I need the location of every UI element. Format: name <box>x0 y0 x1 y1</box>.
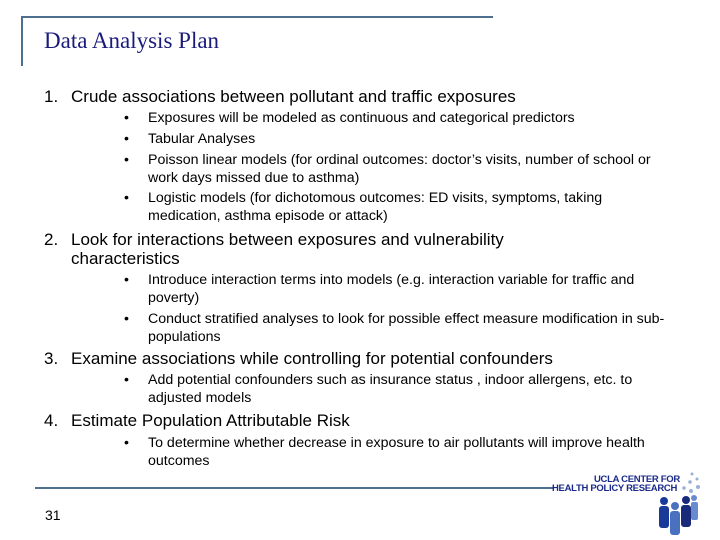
section-number: 2. <box>44 230 59 249</box>
bullet-item <box>124 152 678 187</box>
ucla-logo <box>552 470 720 540</box>
bullet-item <box>124 435 678 470</box>
bullet-icon: • <box>124 311 129 327</box>
slide-title: Data Analysis Plan <box>44 28 220 53</box>
bullet-text: Poisson linear models (for ordinal outcomes: doctor’s visits, number of school or work days missed due to asthma) <box>148 152 651 186</box>
logo-line-2: HEALTH POLICY RESEARCH <box>552 483 678 494</box>
bullet-text: Exposures will be modeled as continuous and categorical predictors <box>148 110 575 126</box>
section-text: Crude associations between pollutant and traffic exposures <box>71 87 516 106</box>
bullet-item <box>124 372 678 407</box>
bullet-item <box>124 190 678 225</box>
bullet-item <box>124 272 678 307</box>
bullet-icon: • <box>124 272 129 288</box>
title-frame-left <box>21 16 23 66</box>
bullet-item <box>124 110 678 128</box>
section-text: Look for interactions between exposures and vulnerability characteristics <box>71 230 504 268</box>
bullet-text: Add potential confounders such as insurance status , indoor allergens, etc. to adjusted models <box>148 372 633 406</box>
title-frame-top <box>22 16 493 18</box>
section-1-heading <box>44 87 671 106</box>
section-text: Examine associations while controlling for potential confounders <box>71 349 553 368</box>
bullet-text: Logistic models (for dichotomous outcomes: ED visits, symptoms, taking medication, asthma episode or attack) <box>148 190 603 224</box>
bullet-text: Introduce interaction terms into models (e.g. interaction variable for traffic and poverty) <box>148 272 635 306</box>
bullet-item <box>124 131 678 149</box>
bullet-text: Tabular Analyses <box>148 131 256 147</box>
bullet-icon: • <box>124 435 129 451</box>
section-2-heading <box>44 230 611 268</box>
bullet-text: Conduct stratified analyses to look for possible effect measure modification in sub-populations <box>148 311 665 345</box>
page-number: 31 <box>45 507 61 523</box>
section-number: 3. <box>44 349 59 368</box>
logo-line-1: UCLA CENTER FOR <box>594 474 680 485</box>
bullet-icon: • <box>124 131 129 147</box>
bullet-icon: • <box>124 190 129 206</box>
section-4-heading <box>44 411 671 430</box>
bullet-icon: • <box>124 152 129 168</box>
bullet-icon: • <box>124 110 129 126</box>
section-text: Estimate Population Attributable Risk <box>71 411 350 430</box>
people-icon <box>552 470 720 540</box>
bullet-icon: • <box>124 372 129 388</box>
bullet-text: To determine whether decrease in exposure to air pollutants will improve health outcomes <box>148 435 645 469</box>
section-3-heading <box>44 349 671 368</box>
section-number: 1. <box>44 87 59 106</box>
footer-rule <box>35 487 553 489</box>
bullet-item <box>124 311 678 346</box>
section-number: 4. <box>44 411 59 430</box>
